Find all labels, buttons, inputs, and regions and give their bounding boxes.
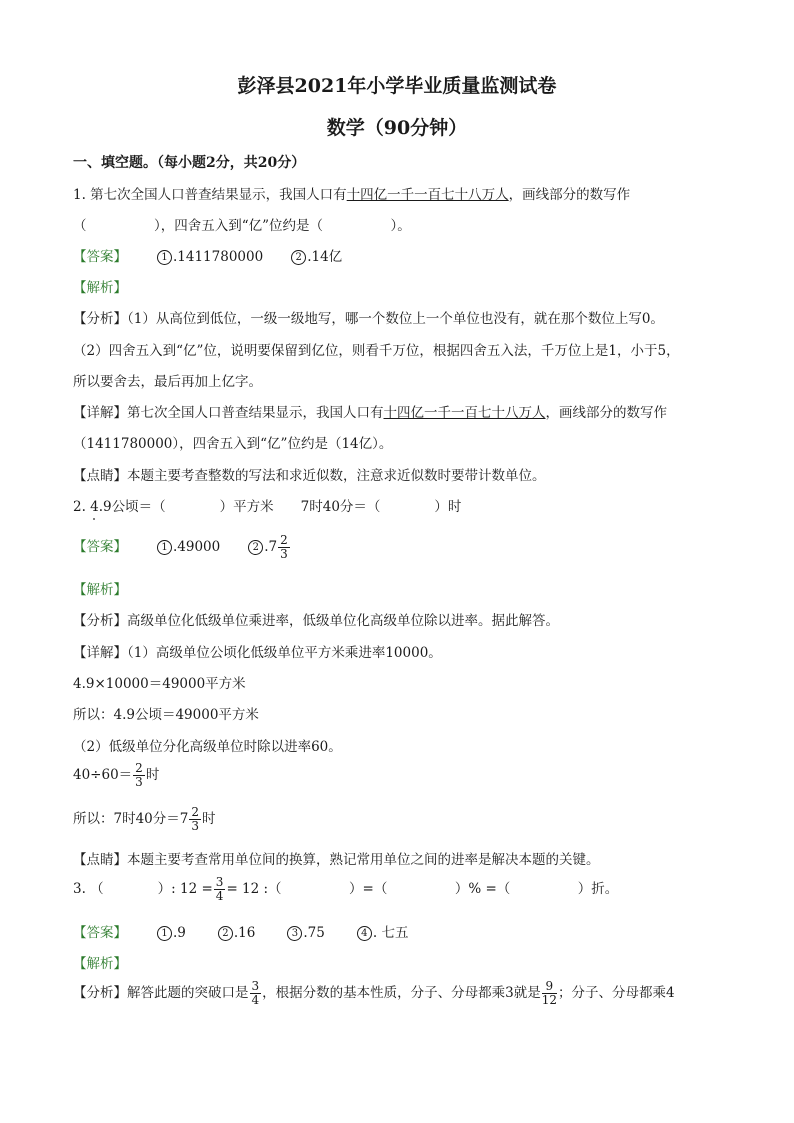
q1-detail-2: （1411780000），四舍五入到“亿”位约是（14亿）。 — [73, 436, 393, 452]
q3-analysis: 【分析】解答此题的突破口是 $\frac{3}{4}$ ，根据分数的基本性质，分子、分母都乘3就是 $\frac{9}{12}$ ；分子、分母都乘4 — [73, 979, 675, 1007]
fraction: $\frac{3}{4}$ — [215, 875, 224, 903]
q2-question: 2. 4.9公顷＝（ ）平方米 7时40分＝（ ）时 — [73, 499, 462, 515]
q2-detail-1: 【详解】（1）高级单位公顷化低级单位平方米乘进率10000。 — [73, 645, 442, 661]
circled-number-icon: 1 — [157, 250, 172, 265]
fraction: $\frac{2}{3}$ — [135, 761, 143, 789]
fraction: $\frac{2}{3}$ — [280, 533, 288, 561]
q1-line-2: （ ），四舍五入到“亿”位约是（ ）。 — [73, 218, 411, 234]
q1-jiexi: 【解析】 — [73, 280, 127, 296]
q3-jiexi: 【解析】 — [73, 956, 127, 972]
q1-line-1: 1. 第七次全国人口普查结果显示，我国人口有十四亿一千一百七十八万人，画线部分的数写作 — [73, 187, 631, 203]
fraction: $\frac{3}{4}$ — [251, 979, 260, 1007]
q1-detail-1: 【详解】第七次全国人口普查结果显示，我国人口有十四亿一千一百七十八万人，画线部分的数写作 — [73, 405, 667, 421]
q2-detail-3: 所以：4.9公顷＝49000平方米 — [73, 707, 259, 723]
circled-number-icon: 1 — [157, 540, 172, 555]
q1-analysis-1: 【分析】（1）从高位到低位，一级一级地写，哪一个数位上一个单位也没有，就在那个数位上写0。 — [73, 311, 664, 327]
page-title: 彭泽县2021年小学毕业质量监测试卷 — [237, 75, 557, 97]
page-subtitle: 数学（90分钟） — [326, 117, 468, 139]
q1-analysis-2: （2）四舍五入到“亿”位，说明要保留到亿位，则看千万位，根据四舍五入法，千万位上是1，小于5， — [73, 343, 680, 359]
q1-answer: 【答案】 1 .1411780000 2 .14亿 — [73, 249, 343, 265]
circled-number-icon: 2 — [248, 540, 263, 555]
circled-number-icon: 2 — [291, 250, 306, 265]
q2-detail-6: 所以：7时40分＝7 $\frac{2}{3}$ 时 — [73, 805, 216, 833]
q1-analysis-3: 所以要舍去，最后再加上亿字。 — [73, 374, 262, 390]
q2-analysis: 【分析】高级单位化低级单位乘进率，低级单位化高级单位除以进率。据此解答。 — [73, 613, 559, 629]
q2-detail-4: （2）低级单位分化高级单位时除以进率60。 — [73, 739, 342, 755]
stray-dot — [93, 518, 95, 520]
q3-question: 3. （ ）: 12 = $\frac{3}{4}$ = 12 :（ ）=（ ）% =（ ）折。 — [73, 875, 619, 903]
q1-comment: 【点睛】本题主要考查整数的写法和求近似数，注意求近似数时要带计数单位。 — [73, 468, 546, 484]
circled-number-icon: 3 — [287, 926, 302, 941]
fraction: $\frac{9}{12}$ — [541, 979, 558, 1007]
q2-jiexi: 【解析】 — [73, 582, 127, 598]
fraction: $\frac{2}{3}$ — [191, 805, 199, 833]
circled-number-icon: 4 — [357, 926, 372, 941]
q2-detail-5: 40÷60＝ $\frac{2}{3}$ 时 — [73, 761, 160, 789]
section-heading: 一、填空题。（每小题2分，共20分） — [73, 155, 306, 171]
circled-number-icon: 2 — [218, 926, 233, 941]
q2-comment: 【点睛】本题主要考查常用单位间的换算，熟记常用单位之间的进率是解决本题的关键。 — [73, 852, 600, 868]
circled-number-icon: 1 — [157, 926, 172, 941]
q3-answer: 【答案】 1 .9 2 .16 3 .75 4 . 七五 — [73, 925, 409, 941]
q2-answer: 【答案】 1 .49000 2 .7 $\frac{2}{3}$ — [73, 533, 288, 561]
q2-detail-2: 4.9×10000＝49000平方米 — [73, 676, 246, 692]
